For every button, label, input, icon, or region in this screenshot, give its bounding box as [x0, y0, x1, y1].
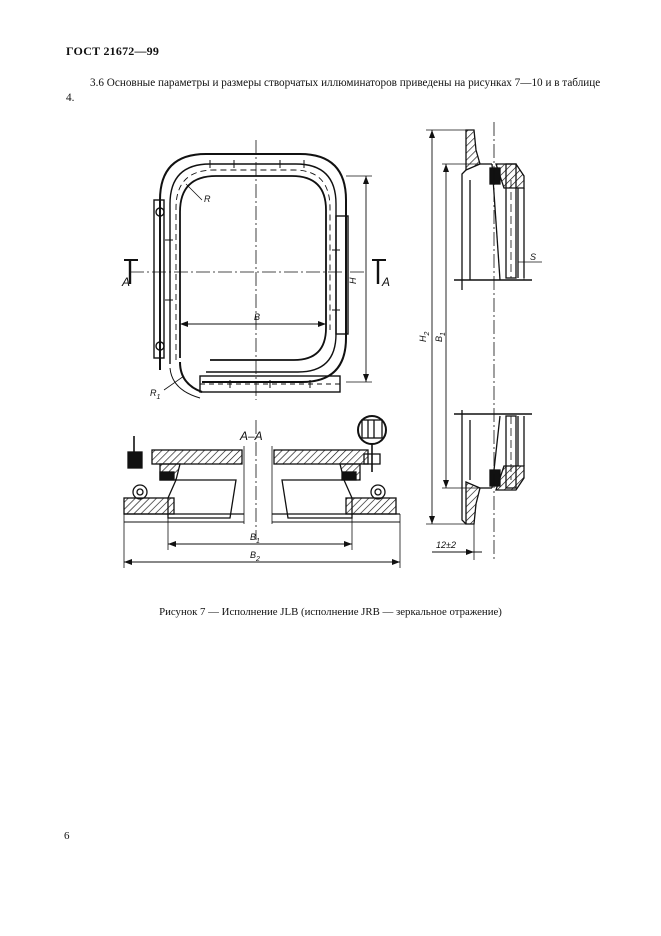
figure-caption: Рисунок 7 — Исполнение JLB (исполнение JRB — зеркальное отражение)	[159, 606, 502, 618]
body-paragraph: 3.6 Основные параметры и размеры створчатых иллюминаторов приведены на рисунках 7—10 и в таблице 4.	[66, 77, 601, 104]
label-h2: $H_2$	[418, 331, 431, 342]
label-b1-vertical: $B_1$	[434, 332, 447, 342]
label-s: S	[530, 252, 537, 262]
label-b2: $B_2$	[250, 550, 260, 563]
label-r1: $R_1$	[150, 388, 161, 401]
document-header: ГОСТ 21672—99	[66, 44, 160, 58]
front-view	[124, 140, 386, 400]
label-b: B	[254, 312, 261, 322]
section-title: A–A	[240, 429, 263, 443]
dimension-12: 12±2	[436, 540, 456, 550]
page-number: 6	[64, 830, 70, 842]
technical-drawing	[110, 120, 550, 580]
label-r: R	[204, 194, 211, 204]
label-h: H	[348, 277, 358, 284]
label-b1: $B_1$	[250, 532, 260, 545]
section-a-left: A	[122, 275, 131, 289]
drawing-svg	[110, 120, 550, 580]
section-a-right: A	[382, 275, 391, 289]
